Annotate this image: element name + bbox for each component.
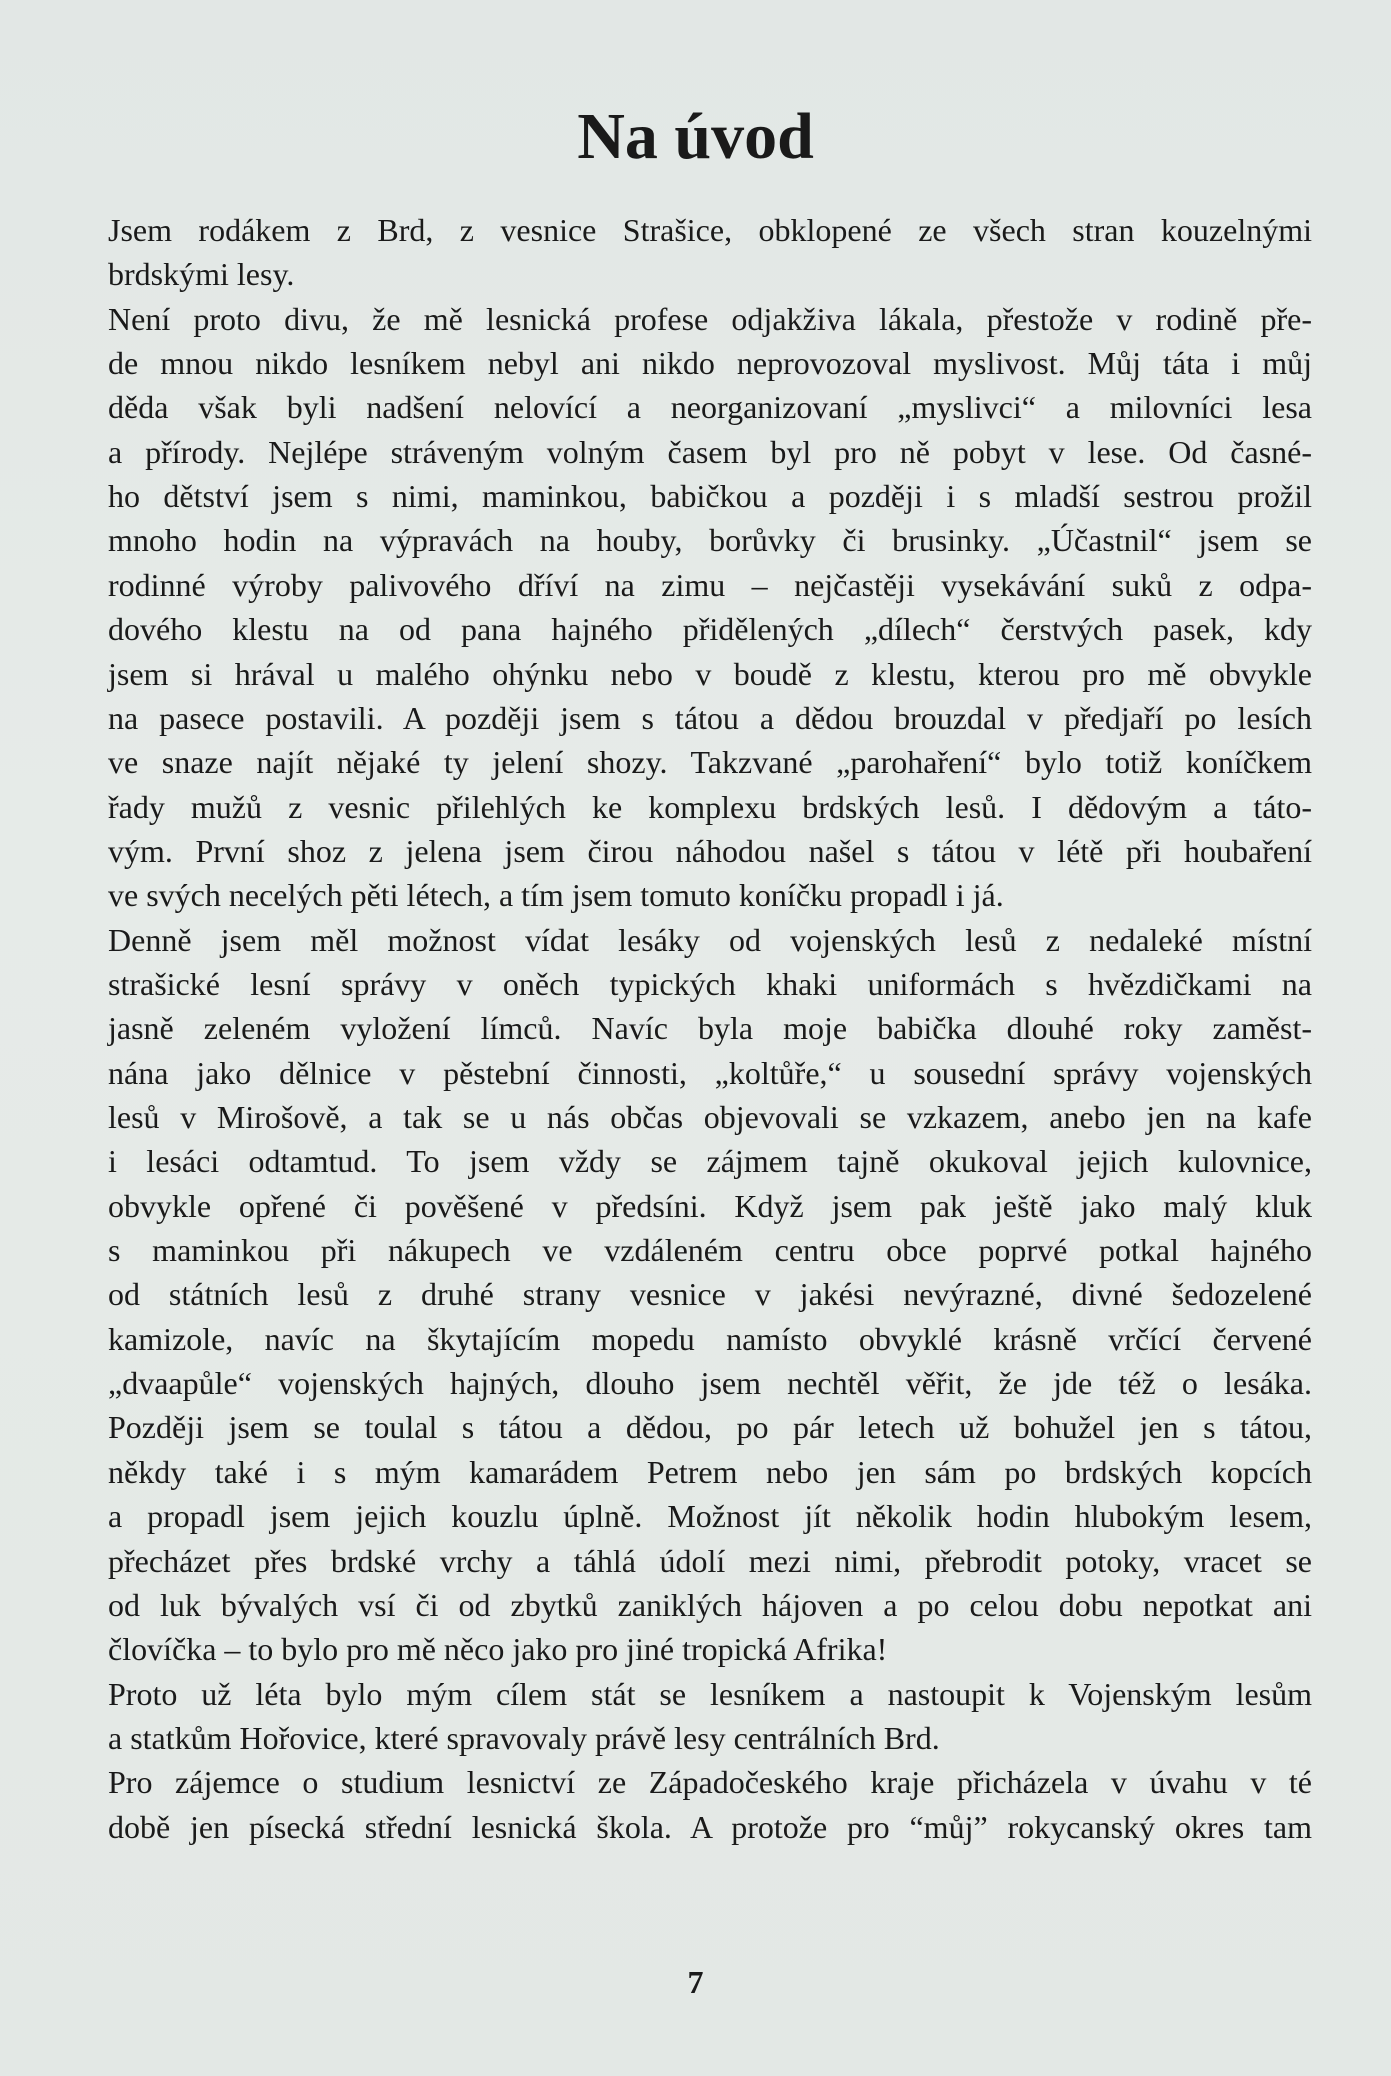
page-number: 7 <box>687 1964 704 2000</box>
text-line: jsem si hrával u malého ohýnku nebo v boudě z klestu, kterou pro mě obvykle <box>108 655 1312 692</box>
text-line: na pasece postavili. A později jsem s tátou a dědou brouzdal v předjaří po lesích <box>108 699 1312 736</box>
text-line: s maminkou při nákupech ve vzdáleném centru obce poprvé potkal hajného <box>108 1232 1312 1269</box>
text-line: někdy také i s mým kamarádem Petrem nebo jen sám po brdských kopcích <box>108 1453 1312 1490</box>
text-line: přecházet přes brdské vrchy a táhlá údolí mezi nimi, přebrodit potoky, vracet se <box>108 1542 1312 1579</box>
text-line: Není proto divu, že mě lesnická profese odjakživa lákala, přestože v rodině pře- <box>108 300 1312 337</box>
text-line: ve snaze najít nějaké ty jelení shozy. Takzvané „parohaření“ bylo totiž koníčkem <box>108 744 1312 781</box>
text-line: řady mužů z vesnic přilehlých ke komplexu brdských lesů. I dědovým a táto- <box>108 788 1312 825</box>
text-line: rodinné výroby palivového dříví na zimu – nejčastěji vysekávání suků z odpa- <box>108 566 1312 603</box>
text-line: lesů v Mirošově, a tak se u nás občas objevovali se vzkazem, anebo jen na kafe <box>108 1099 1312 1135</box>
text-line: človíčka – to bylo pro mě něco jako pro jiné tropická Afrika! <box>108 1631 888 1668</box>
text-line: nána jako dělnice v pěstební činnosti, „koltůře,“ u sousední správy vojenských <box>108 1054 1312 1091</box>
text-line: a statkům Hořovice, které spravovaly právě lesy centrálních Brd. <box>108 1719 940 1756</box>
text-line: Denně jsem měl možnost vídat lesáky od vojenských lesů z nedaleké místní <box>108 921 1312 958</box>
text-line: ho dětství jsem s nimi, maminkou, babičkou a později i s mladší sestrou prožil <box>108 478 1312 515</box>
text-line: Později jsem se toulal s tátou a dědou, po pár letech už bohužel jen s tátou, <box>108 1409 1312 1446</box>
text-line: dového klestu na od pana hajného přidělených „dílech“ čerstvých pasek, kdy <box>108 611 1312 648</box>
text-line: strašické lesní správy v oněch typických khaki uniformách s hvězdičkami na <box>108 965 1312 1002</box>
text-line: jasně zeleném vyložení límců. Navíc byla moje babička dlouhé roky zaměst- <box>108 1010 1312 1047</box>
text-line: vým. První shoz z jelena jsem čirou náhodou našel s tátou v létě při houbaření <box>108 832 1312 869</box>
text-line: de mnou nikdo lesníkem nebyl ani nikdo neprovozoval myslivost. Můj táta i můj <box>108 345 1312 382</box>
page-title: Na úvod <box>577 100 814 173</box>
text-line: době jen písecká střední lesnická škola. A protože pro “můj” rokycanský okres tam <box>108 1808 1312 1845</box>
text-line: brdskými lesy. <box>108 256 295 293</box>
text-line: kamizole, navíc na škytajícím mopedu namísto obvyklé krásně vrčící červené <box>108 1320 1312 1357</box>
text-line: „dvaapůle“ vojenských hajných, dlouho jsem nechtěl věřit, že jde též o lesáka. <box>108 1365 1312 1402</box>
text-line: od státních lesů z druhé strany vesnice v jakési nevýrazné, divné šedozelené <box>108 1276 1312 1313</box>
text-line: i lesáci odtamtud. To jsem vždy se zájmem tajně okukoval jejich kulovnice, <box>108 1143 1312 1180</box>
text-line: od luk bývalých vsí či od zbytků zaniklých hájoven a po celou dobu nepotkat ani <box>108 1586 1312 1623</box>
text-line: Pro zájemce o studium lesnictví ze Západočeského kraje přicházela v úvahu v té <box>108 1764 1312 1801</box>
text-line: děda však byli nadšení nelovící a neorganizovaní „myslivci“ a milovníci lesa <box>108 389 1312 426</box>
text-line: obvykle opřené či pověšené v předsíni. Když jsem pak ještě jako malý kluk <box>108 1187 1312 1224</box>
text-line: a propadl jsem jejich kouzlu úplně. Možnost jít několik hodin hlubokým lesem, <box>108 1498 1312 1535</box>
text-line: Proto už léta bylo mým cílem stát se lesníkem a nastoupit k Vojenským lesům <box>108 1675 1312 1712</box>
text-line: Jsem rodákem z Brd, z vesnice Strašice, obklopené ze všech stran kouzelnými <box>108 212 1312 248</box>
text-line: ve svých necelých pěti létech, a tím jsem tomuto koníčku propadl i já. <box>108 877 1004 914</box>
text-line: mnoho hodin na výpravách na houby, borůvky či brusinky. „Účastnil“ jsem se <box>108 522 1312 559</box>
text-line: a přírody. Nejlépe stráveným volným časem byl pro ně pobyt v lese. Od časné- <box>108 433 1312 470</box>
